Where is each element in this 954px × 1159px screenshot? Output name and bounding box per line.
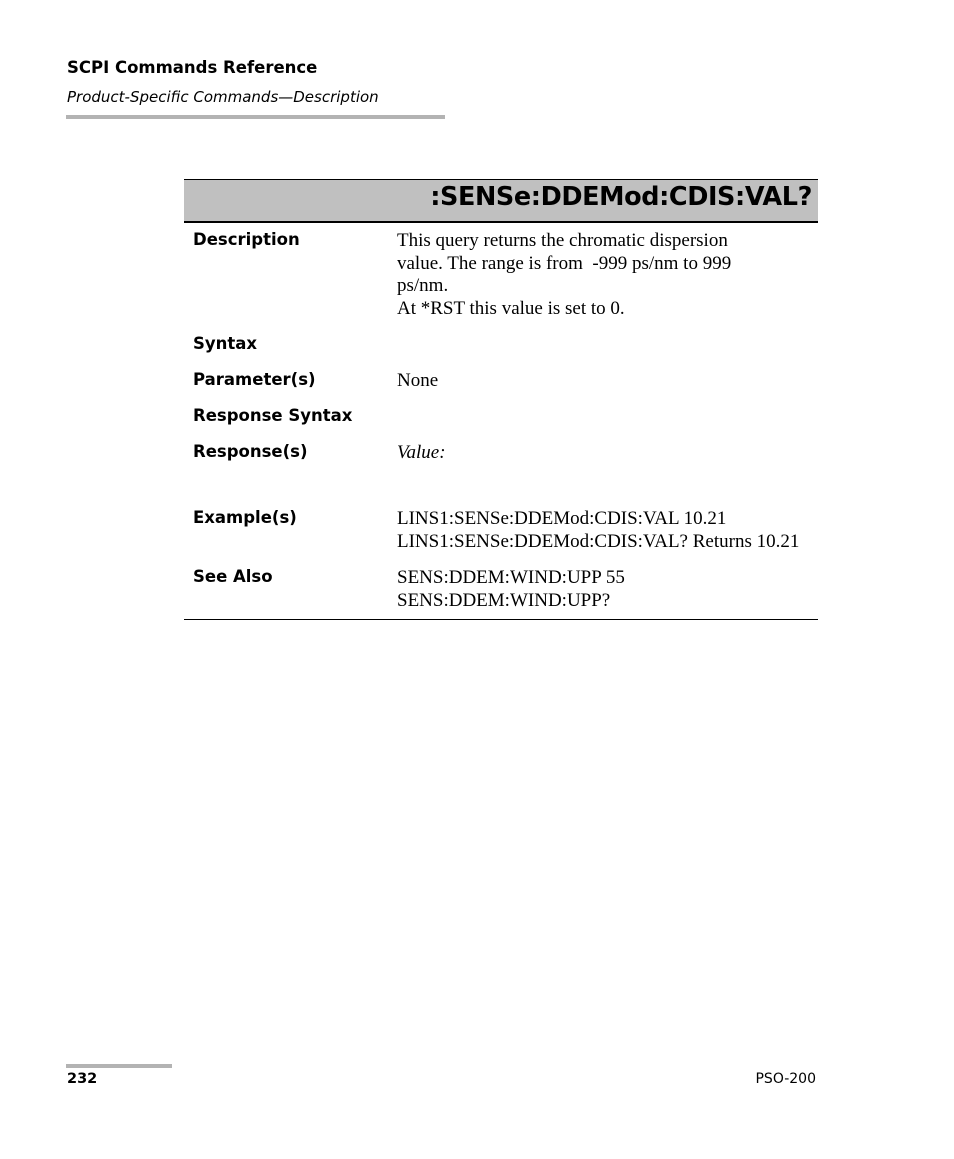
row-label-examples: Example(s) [193, 508, 297, 527]
command-title-bar [184, 179, 818, 223]
example-line: LINS1:SENSe:DDEMod:CDIS:VAL 10.21 [397, 508, 727, 529]
product-name: PSO-200 [755, 1071, 816, 1087]
see-also-line: SENS:DDEM:WIND:UPP? [397, 589, 611, 611]
footer-divider [66, 1064, 172, 1068]
row-value-responses [397, 442, 807, 465]
see-also-line: SENS:DDEM:WIND:UPP 55 [397, 567, 625, 588]
parameters-line: None [397, 370, 439, 391]
page-number: 232 [67, 1071, 98, 1087]
row-value-description [397, 230, 807, 320]
responses-line: Value: [397, 442, 446, 463]
header-divider [66, 115, 445, 119]
description-line: At *RST this value is set to 0. [397, 297, 625, 319]
row-label-responses: Response(s) [193, 442, 308, 461]
row-value-see-also [397, 567, 807, 612]
row-label-description: Description [193, 230, 300, 249]
row-value-parameters [397, 370, 807, 393]
table-bottom-rule [184, 619, 818, 620]
example-line: LINS1:SENSe:DDEMod:CDIS:VAL? Returns 10.21 [397, 530, 800, 552]
row-label-see-also: See Also [193, 567, 273, 586]
row-label-parameters: Parameter(s) [193, 370, 316, 389]
description-line: ps/nm. [397, 275, 449, 296]
running-header-subtitle: Product-Specific Commands—Description [67, 88, 379, 106]
row-value-examples [397, 508, 807, 553]
running-header-title: SCPI Commands Reference [67, 58, 318, 77]
row-label-response-syntax: Response Syntax [193, 406, 353, 425]
row-label-syntax: Syntax [193, 334, 258, 353]
command-name: :SENSe:DDEMod:CDIS:VAL? [430, 182, 812, 212]
description-line: This query returns the chromatic dispersion [397, 230, 728, 251]
description-line: value. The range is from -999 ps/nm to 999 [397, 252, 732, 274]
